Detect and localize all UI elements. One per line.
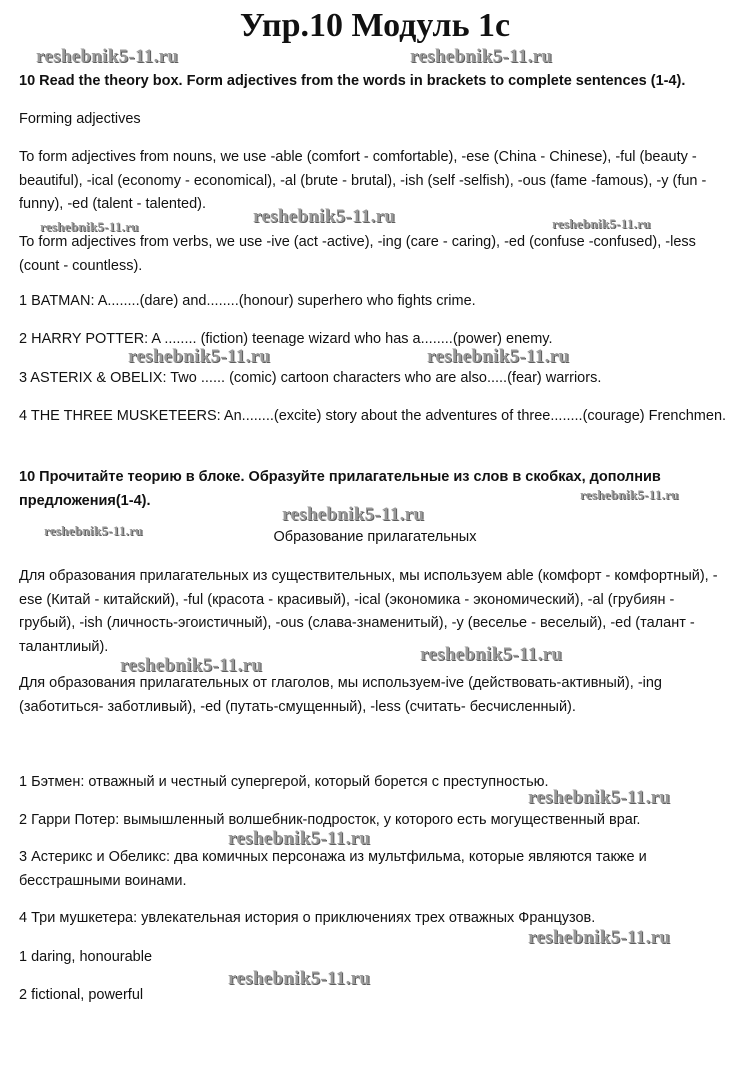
russian-box-title: Образование прилагательных [273,529,477,545]
russian-sentence-4: 4 Три мушкетера: увлекательная история о приключениях трех отважных Французов. [19,910,596,926]
english-sentence-2: 2 HARRY POTTER: A ........ (fiction) teenage wizard who has a........(power) enemy. [19,331,553,347]
watermark: reshebnik5-11.ru [228,828,371,849]
watermark: reshebnik5-11.ru [228,968,371,989]
watermark: reshebnik5-11.ru [580,487,679,502]
russian-sentence-3: 3 Астерикс и Обеликс: два комичных персонажа из мультфильма, которые являются также и бесстрашными воинами. [19,849,647,889]
watermark: reshebnik5-11.ru [120,655,263,676]
watermark: reshebnik5-11.ru [552,216,651,231]
english-instruction: 10 Read the theory box. Form adjectives from the words in brackets to complete sentences (1-4). [19,73,686,89]
watermark: reshebnik5-11.ru [420,644,563,665]
watermark: reshebnik5-11.ru [410,46,553,67]
answer-1: 1 daring, honourable [19,949,153,965]
english-verbs-rule: To form adjectives from verbs, we use -ive (act -active), -ing (care - caring), -ed (confuse -confused), -less (count - countless). [19,234,696,274]
english-sentence-3: 3 ASTERIX & OBELIX: Two ...... (comic) cartoon characters who are also.....(fear) warriors. [19,370,602,386]
watermark: reshebnik5-11.ru [282,504,425,525]
russian-sentence-2: 2 Гарри Потер: вымышленный волшебник-подросток, у которого есть могущественный враг. [19,812,641,828]
watermark: reshebnik5-11.ru [427,346,570,367]
english-box-title: Forming adjectives [19,111,141,127]
russian-nouns-rule: Для образования прилагательных из существительных, мы используем able (комфорт - комфортный), -ese (Китай - китайский), -ful (красота - красивый), -ical (экономика - экономический), -al (грубиян - грубый), -ish (личность-эгоистичный), -ous (слава-знаменитый), -y (веселье - веселый), -ed (талант - талантлиый). [19,568,718,655]
russian-sentence-1: 1 Бэтмен: отважный и честный супергерой, который борется с преступностью. [19,774,549,790]
watermark: reshebnik5-11.ru [253,206,396,227]
english-sentence-4: 4 THE THREE MUSKETEERS: An........(excite) story about the adventures of three........(courage) Frenchmen. [19,408,727,424]
page-title: Упр.10 Модуль 1с [239,7,511,44]
watermark: reshebnik5-11.ru [128,346,271,367]
watermark: reshebnik5-11.ru [44,523,143,538]
answer-2: 2 fictional, powerful [19,987,144,1003]
watermark: reshebnik5-11.ru [40,219,139,234]
watermark: reshebnik5-11.ru [528,787,671,808]
watermark: reshebnik5-11.ru [528,927,671,948]
english-sentence-1: 1 BATMAN: A........(dare) and........(honour) superhero who fights crime. [19,293,476,309]
watermark: reshebnik5-11.ru [36,46,179,67]
russian-instruction: 10 Прочитайте теорию в блоке. Образуйте прилагательные из слов в скобках, дополнив предложения(1-4). [19,469,661,509]
english-nouns-rule: To form adjectives from nouns, we use -able (comfort - comfortable), -ese (China - Chinese), -ful (beauty - beautiful), -ical (economy - economical), -al (brute - brutal), -ish (self -selfish), -ous (fame -famous), -y (fun - funny), -ed (talent - talented). [19,149,707,212]
russian-verbs-rule: Для образования прилагательных от глаголов, мы используем-ive (действовать-активный), -ing (заботиться- заботливый), -ed (путать-смущенный), -less (считать- бесчисленный). [19,675,662,715]
